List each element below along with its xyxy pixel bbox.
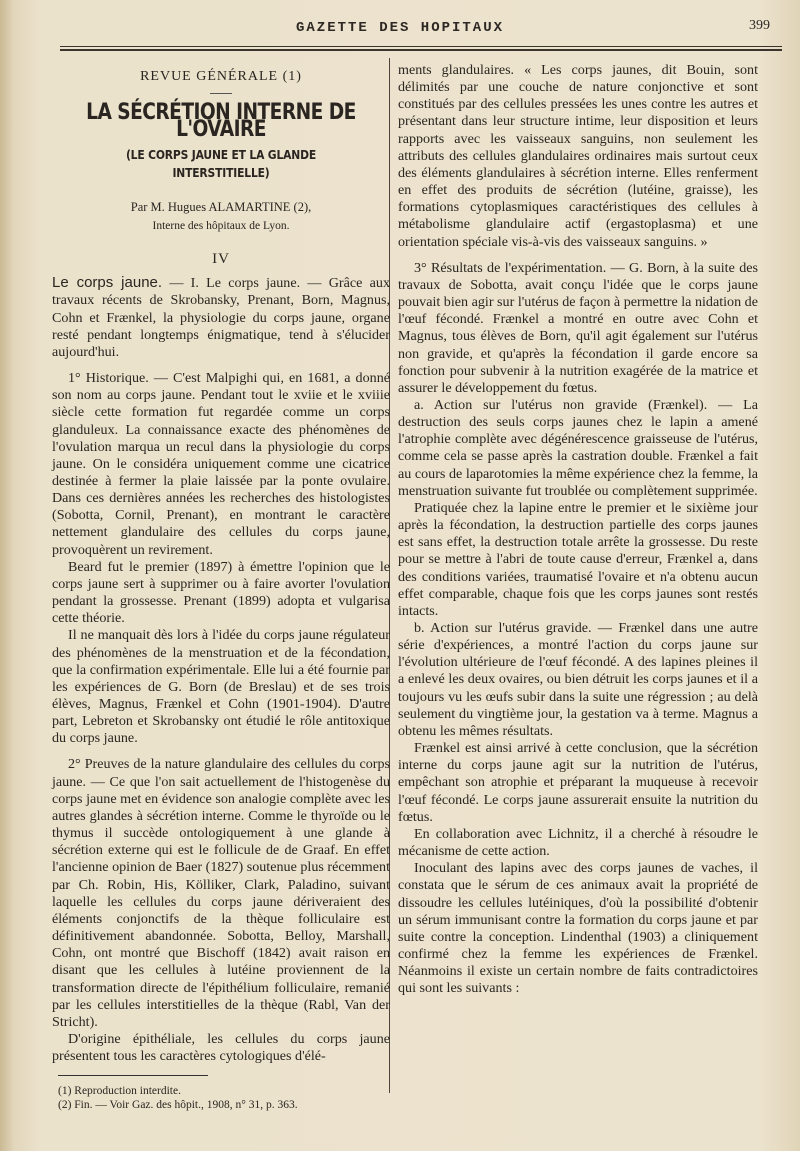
right-column [398,62,758,997]
author-line: Par M. Hugues ALAMARTINE (2), [130,199,312,214]
header-rule-thick [60,49,782,51]
paragraph: ments glandulaires. « Les corps jaunes, dit Bouin, sont délimités par une couche de nature conjonctive et sont constitués par des cellules pressées les unes contre les autres et présentant dans leur structure intime, leur disposition et leurs rapports avec les vaisseaux sanguins, non seulement les attributs des cellules glandulaires ordinaires mais surtout ceux des éléments glandulaires à sécrétion interne. Elles renferment en effet des produits de sécrétion (lutéine, graisse), les formations cytoplasmiques caractéristiques des cellules à métabolisme glandulaire actif (ergastoplasma) et une orientation spéciale vis-à-vis des vaisseaux sanguins. » [398,62,758,250]
paragraph: En collaboration avec Lichnitz, il a cherché à résoudre le mécanisme de cette action. [398,825,758,860]
page-number: 399 [749,18,770,33]
paragraph: Pratiquée chez la lapine entre le premier et le sixième jour après la fécondation, la destruction partielle des corps jaunes est sans effet, la destruction totale arrête la grossesse. Du reste pour se mettre à l'abri de toute cause d'erreur, Frænkel a, dans des conditions variées, traumatisé l'ovaire et n'a obtenu aucun effet comparable, chaque fois que les corps jaunes sont restés intacts. [398,499,758,619]
left-column [52,62,390,1112]
footnote: (1) Reproduction interdite. [58,1085,181,1098]
rubric-rule [210,93,232,94]
running-head: GAZETTE DES HOPITAUX [295,20,505,36]
section-number: IV [212,251,230,268]
author-affiliation: Interne des hôpitaux de Lyon. [152,219,290,232]
section-lead-heading: Le corps jaune. [52,274,163,292]
paragraph-text: — I. Le corps jaune. — Grâce aux travaux récents de Skrobansky, Prenant, Born, Magnus, Cohn et Frænkel, la physiologie du corps jaune, organe resté pendant longtemps énigmatique, tend à s'élucider aujourd'hui. [52,275,391,360]
paragraph: D'origine épithéliale, les cellules du corps jaune présentent tous les caractères cytologiques d'élé- [52,1030,390,1065]
article-title: LA SÉCRÉTION INTERNE DE L'OVAIRE [86,99,356,143]
article-subtitle: (LE CORPS JAUNE ET LA GLANDE INTERSTITIELLE) [125,147,317,180]
paragraph [52,274,390,361]
header-rule [60,46,782,47]
paragraph: 1° Historique. — C'est Malpighi qui, en 1681, a donné son nom au corps jaune. Pendant tout le xviie et le xviiie siècle cette formation fut regardée comme un corps glanduleux. La connaissance exacte des phénomènes de l'ovulation marqua un recul dans la physiologie du corps jaune. On le considéra uniquement comme une cicatrice destinée à fermer la plaie laissée par la ponte ovulaire. Dans ces dernières années les recherches des histologistes (Sobotta, Cornil, Prenant), en montrant le caractère nettement glandulaire des cellules du corps jaune, provoquèrent un revirement. [52,370,390,558]
paragraph: 2° Preuves de la nature glandulaire des cellules du corps jaune. — Ce que l'on sait actuellement de l'histogenèse du corps jaune met en évidence son analogie complète avec les autres glandes à sécrétion interne. Comme le thyroïde ou le thymus il succède ontologiquement à une glande à sécrétion externe qui est le follicule de de Graaf. En effet l'ancienne opinion de Baer (1827) soutenue plus récemment par Ch. Robin, His, Kölliker, Clark, Paladino, suivant laquelle les cellules du corps jaune dériveraient des éléments conjonctifs de la thèque folliculaire est définitivement abandonnée. Sobotta, Belloy, Marshall, Cohn, ont montré que Bischoff (1842) avait raison en disant que les cellules à lutéine proviennent de la transformation directe de l'épithélium folliculaire, remanié par les cellules interstitielles de la thèque (Rabl, Van der Stricht). [52,756,390,1030]
rubric: REVUE GÉNÉRALE (1) [140,69,302,84]
paragraph: Frænkel est ainsi arrivé à cette conclusion, que la sécrétion interne du corps jaune agit sur la nutrition de l'utérus, empêchant son atrophie et préparant la muqueuse à recevoir l'œuf fécondé. Le corps jaune assurerait ensuite la nutrition du fœtus. [398,740,758,825]
paragraph: Beard fut le premier (1897) à émettre l'opinion que le corps jaune sert à supprimer ou à faire avorter l'ovulation pendant la grossesse. Prenant (1899) adopta et vulgarisa cette théorie. [52,558,390,627]
paragraph: 3° Résultats de l'expérimentation. — G. Born, à la suite des travaux de Sobotta, avait conçu l'idée que le corps jaune pouvait bien agir sur l'utérus de façon à permettre la nidation de l'œuf fécondé. Frænkel a montré en outre avec Cohn et Magnus, tous élèves de Born, qu'il agit également sur l'utérus non gravide, et qu'après la fécondation il garde encore sa fonction pour subvenir à la nutrition exagérée de la matrice et assurer le développement du fœtus. [398,259,758,396]
paragraph: Inoculant des lapins avec des corps jaunes de vaches, il constata que le sérum de ces animaux avait la propriété de dissoudre les cellules lutéiniques, d'où la possibilité d'obtenir un sérum immunisant contre la formation du corps jaune et par suite contre la conception. Lindenthal (1903) a cliniquement confirmé chez la femme les expériences de Frænkel. Néanmoins il existe un certain nombre de faits contradictoires qui sont les suivants : [398,860,758,997]
paragraph: b. Action sur l'utérus gravide. — Frænkel dans une autre série d'expériences, a montré l'action du corps jaune sur l'évolution ultérieure de l'œuf fécondé. A des lapines pleines il a enlevé les deux ovaires, ou bien détruit les corps jaunes et il a toujours vu les œufs subir dans la suite une régression ; au delà seulement du vingtième jour, la gestation va à terme. Magnus a obtenu les mêmes résultats. [398,620,758,739]
paragraph: Il ne manquait dès lors à l'idée du corps jaune régulateur des phénomènes de la menstruation et de la fécondation, que la confirmation expérimentale. Elle lui a été fournie par les expériences de G. Born (de Breslau) et de ses trois élèves, Magnus, Frænkel et Cohn (1901-1904). D'autre part, Lebreton et Skrobansky ont étudié le rôle antitoxique du corps jaune. [52,627,390,747]
footnote-rule [58,1075,208,1076]
paragraph: a. Action sur l'utérus non gravide (Frænkel). — La destruction des seuls corps jaunes chez le lapin a amené l'atrophie complète avec dégénérescence graisseuse de l'utérus, comme cela se passe après la castration double. Frænkel a fait au cours de laparotomies la même expérience chez la femme, la menstruation suivante fut troublée ou complètement supprimée. [398,396,758,499]
footnote: (2) Fin. — Voir Gaz. des hôpit., 1908, n° 31, p. 363. [58,1099,298,1112]
